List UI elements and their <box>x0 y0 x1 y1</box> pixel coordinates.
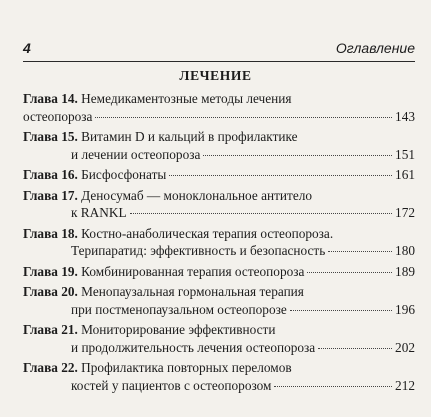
chapter-title-line: к RANKL <box>71 205 127 220</box>
dot-leader <box>290 310 392 311</box>
chapter-label: Глава 14. <box>23 91 78 106</box>
dot-leader <box>203 155 392 156</box>
page-reference: 151 <box>395 146 415 162</box>
chapter-title-line: Терипаратид: эффективность и безопасность <box>71 243 326 258</box>
toc-entry-chapter-16 <box>23 166 415 184</box>
header-rule <box>23 61 415 62</box>
toc-entry-chapter-19 <box>23 263 415 281</box>
toc-entry-chapter-18 <box>23 225 415 260</box>
page-reference: 180 <box>395 243 415 258</box>
toc-entry-chapter-17 <box>23 187 415 222</box>
page-number: 4 <box>23 40 31 56</box>
chapter-title-line: остеопороза <box>23 108 93 124</box>
chapter-title-line: и лечении остеопороза <box>71 146 201 162</box>
toc-entry-chapter-22 <box>23 359 415 394</box>
running-title: Оглавление <box>335 40 415 56</box>
section-title: ЛЕЧЕНИЕ <box>179 68 252 83</box>
chapter-title-line: и продолжительность лечения остеопороза <box>71 339 316 355</box>
chapter-title-line: костей у пациентов с остеопорозом <box>71 377 272 393</box>
chapter-label: Глава 21. <box>23 322 78 337</box>
chapter-title-line: Бисфосфонаты <box>81 167 167 182</box>
chapter-title-line: Комбинированная терапия остеопороза <box>81 263 305 279</box>
dot-leader <box>169 175 392 176</box>
dot-leader <box>318 348 392 349</box>
chapter-title-line: Витамин D и кальций в профилактике <box>81 129 298 144</box>
page-reference: 202 <box>395 339 415 355</box>
chapter-label: Глава 15. <box>23 129 78 144</box>
dot-leader <box>328 251 392 252</box>
chapter-label: Глава 16. <box>23 167 78 182</box>
table-of-contents <box>23 90 415 394</box>
page-reference: 196 <box>395 301 415 317</box>
chapter-title-line: Профилактика повторных переломов <box>81 360 292 375</box>
chapter-label: Глава 18. <box>23 225 78 241</box>
page-reference: 212 <box>395 377 415 393</box>
dot-leader <box>274 386 392 387</box>
dot-leader <box>130 213 392 214</box>
chapter-label: Глава 17. <box>23 187 78 203</box>
chapter-title-line: Деносумаб — моноклональное антитело <box>81 187 313 203</box>
toc-entry-chapter-21 <box>23 321 415 356</box>
chapter-title-line: Немедикаментозные методы лечения <box>81 91 292 106</box>
toc-entry-chapter-15 <box>23 128 415 163</box>
page-reference: 189 <box>395 263 415 279</box>
chapter-label: Глава 22. <box>23 360 78 375</box>
chapter-title-line: Менопаузальная гормональная терапия <box>81 284 304 299</box>
page-reference: 143 <box>395 108 415 124</box>
page-reference: 161 <box>395 167 415 182</box>
toc-entry-chapter-14 <box>23 90 415 125</box>
chapter-title-line: при постменопаузальном остеопорозе <box>71 301 287 317</box>
chapter-title-line: Костно-анаболическая терапия остеопороза. <box>81 225 334 241</box>
dot-leader <box>95 117 392 118</box>
dot-leader <box>307 272 392 273</box>
chapter-label: Глава 20. <box>23 284 78 299</box>
chapter-title-line: Мониторирование эффективности <box>81 322 276 337</box>
page-header <box>23 40 415 62</box>
chapter-label: Глава 19. <box>23 263 78 279</box>
toc-entry-chapter-20 <box>23 283 415 318</box>
page-reference: 172 <box>395 205 415 220</box>
